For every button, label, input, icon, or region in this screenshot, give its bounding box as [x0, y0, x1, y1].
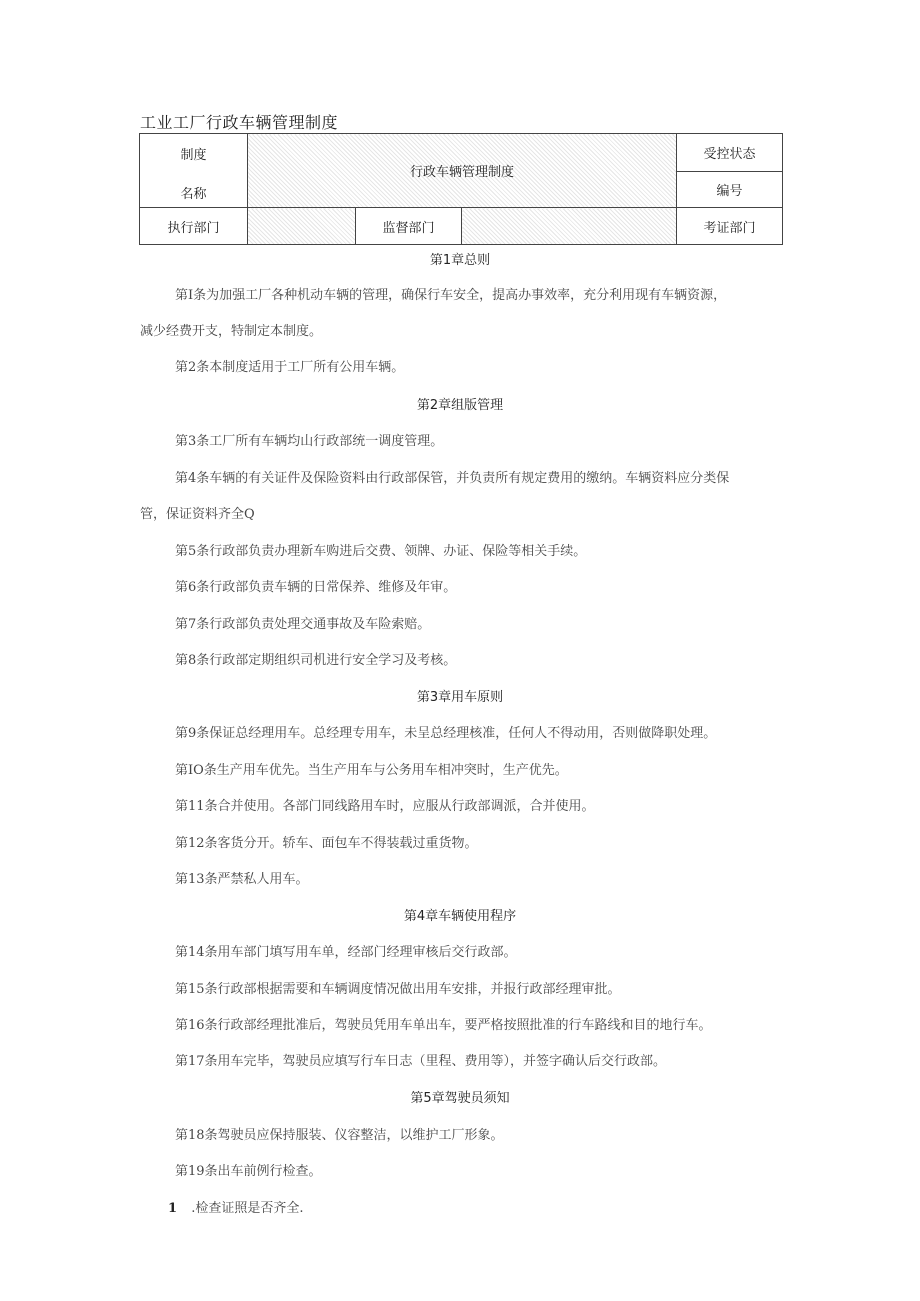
- system-name-value: 行政车辆管理制度: [410, 165, 515, 180]
- article-2: 第2条本制度适用于工厂所有公用车辆。: [175, 360, 405, 375]
- system-name-cell: [248, 134, 677, 208]
- article-1-line-2: 减少经费开支，特制定本制度。: [140, 324, 323, 339]
- system-label-line1: 制度: [180, 148, 207, 163]
- article-3: 第3条工厂所有车辆均山行政部统一调度管理。: [175, 434, 444, 449]
- article-14: 第14条用车部门填写用车单，经部门经理审核后交行政部。: [175, 945, 517, 960]
- number-label: 编号: [677, 171, 783, 208]
- exec-dept-value: [248, 208, 356, 245]
- article-5: 第5条行政部负责办理新车购进后交费、领牌、办证、保险等相关手续。: [175, 544, 587, 559]
- article-4-line-2: 管，保证资料齐全Q: [140, 507, 255, 522]
- system-name-label-cell: [140, 134, 248, 208]
- chapter-5-heading: 第5章驾驶员须知: [410, 1091, 510, 1106]
- article-19: 第19条出车前例行检查。: [175, 1164, 322, 1179]
- article-7: 第7条行政部负责处理交通事故及车险索赔。: [175, 617, 431, 632]
- article-12: 第12条客货分开。轿车、面包车不得装载过重货物。: [175, 836, 478, 851]
- system-label-line2: 名称: [180, 187, 207, 202]
- supervise-dept-value: [462, 208, 677, 245]
- supervise-dept-label: 监督部门: [356, 208, 462, 245]
- article-10: 第IO条生产用车优先。当生产用车与公务用车相冲突时，生产优先。: [175, 763, 568, 778]
- article-16: 第16条行政部经理批准后，驾驶员凭用车单出车，要严格按照批准的行车路线和目的地行车。: [175, 1018, 712, 1033]
- list-item-1: [168, 1197, 778, 1216]
- article-18: 第18条驾驶员应保持服装、仪容整洁，以维护工厂形象。: [175, 1128, 504, 1143]
- article-11: 第11条合并使用。各部门同线路用车时，应服从行政部调派，合并使用。: [175, 799, 595, 814]
- chapter-2-heading: 第2章组版管理: [416, 398, 504, 413]
- chapter-1-heading: 第1章总则: [429, 253, 491, 268]
- article-8: 第8条行政部定期组织司机进行安全学习及考核。: [175, 653, 457, 668]
- list-item-1-text: .检查证照是否齐全.: [191, 1201, 304, 1216]
- controlled-status-label: 受控状态: [677, 134, 783, 172]
- list-item-1-number: 1: [168, 1201, 178, 1216]
- exec-dept-label: 执行部门: [140, 208, 248, 245]
- article-15: 第15条行政部根据需要和车辆调度情况做出用车安排，并报行政部经理审批。: [175, 982, 621, 997]
- verify-dept-label: 考证部门: [677, 208, 783, 245]
- article-17: 第17条用车完毕，驾驶员应填写行车日志（里程、费用等），并签字确认后交行政部。: [175, 1054, 667, 1069]
- document-title: 工业工厂行政车辆管理制度: [140, 113, 339, 132]
- article-9: 第9条保证总经理用车。总经理专用车，未呈总经理核准，任何人不得动用，否则做降职处理。: [175, 726, 717, 741]
- header-table: [139, 133, 783, 245]
- article-6: 第6条行政部负责车辆的日常保养、维修及年审。: [175, 580, 457, 595]
- article-4-line-1: 第4条车辆的有关证件及保险资料由行政部保管，并负责所有规定费用的缴纳。车辆资料应分类保: [175, 471, 730, 486]
- chapter-4-heading: 第4章车辆使用程序: [403, 909, 517, 924]
- chapter-3-heading: 第3章用车原则: [416, 690, 504, 705]
- article-13: 第13条严禁私人用车。: [175, 872, 309, 887]
- article-1-line-1: 第I条为加强工厂各种机动车辆的管理，确保行车安全，提高办事效率，充分利用现有车辆资源，: [175, 288, 727, 303]
